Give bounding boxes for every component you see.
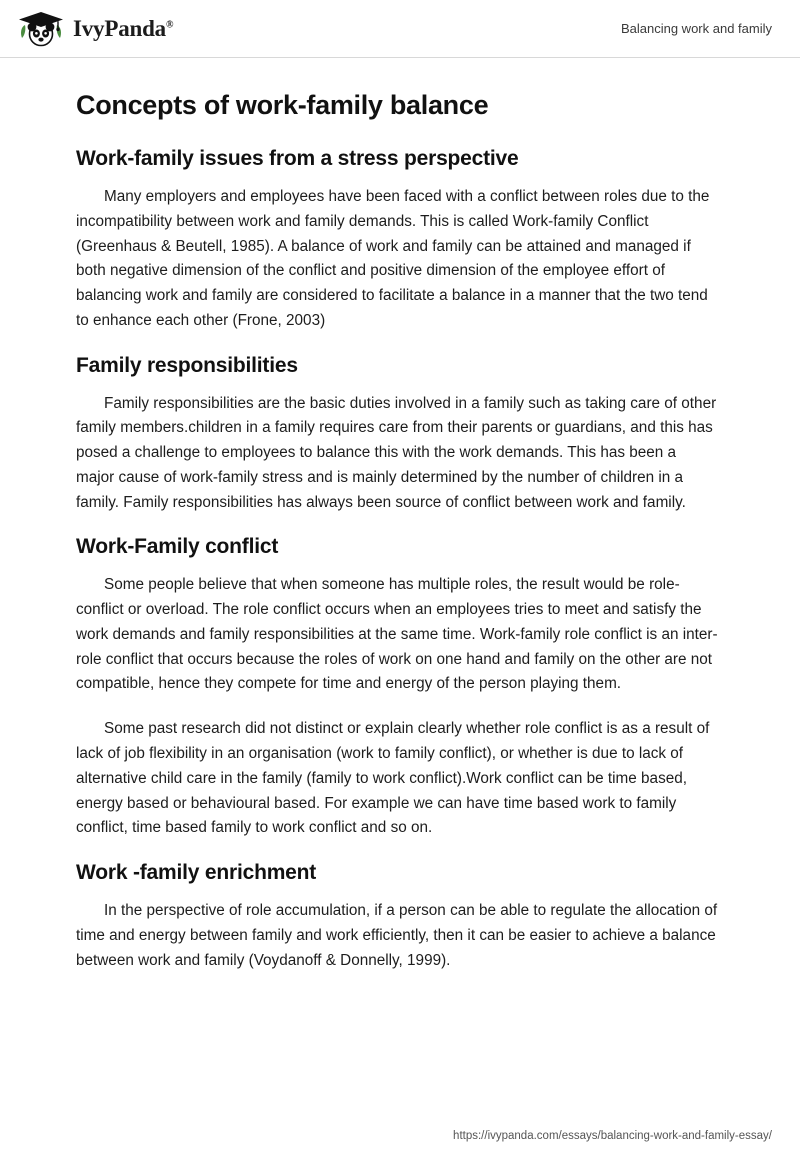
brand-logo-group[interactable]	[18, 9, 173, 49]
header-document-title: Balancing work and family	[620, 21, 772, 36]
page-title: Concepts of work-family balance	[76, 90, 489, 120]
paragraph: Some past research did not distinct or explain clearly whether role conflict is as a result of lack of job flexibility in an organisation (work to family conflict), or whether is due to lack of alternative child care in the family (family to work conflict).Work conflict can be time based, energy based or behavioural based. For example we can have time based work to family conflict, time based family to work conflict and so on.	[76, 720, 710, 837]
footer-source-url[interactable]: https://ivypanda.com/essays/balancing-work-and-family-essay/	[453, 1130, 772, 1142]
page-header	[0, 0, 800, 58]
section-work-family-enrichment	[76, 861, 718, 973]
section-stress-perspective	[76, 147, 718, 334]
section-family-responsibilities	[76, 354, 718, 516]
paragraph: In the perspective of role accumulation, if a person can be able to regulate the allocation of time and energy between family and work efficiently, then it can be easier to achieve a balance between work and family (Voydanoff & Donnelly, 1999).	[76, 902, 718, 969]
brand-name: IvyPanda®	[73, 15, 174, 41]
section-heading: Work -family enrichment	[76, 861, 317, 885]
section-heading: Work-Family conflict	[76, 535, 279, 559]
paragraph: Some people believe that when someone has multiple roles, the result would be role-conflict or overload. The role conflict occurs when an employees tries to meet and satisfy the work demands and family responsibilities at the same time. Work-family role conflict is an inter-role conflict that occurs because the roles of work on one hand and family on the other are not compatible, hence they compete for time and energy of the person playing them.	[76, 576, 718, 693]
document-content	[0, 58, 800, 993]
section-work-family-conflict	[76, 535, 718, 841]
registered-mark: ®	[165, 18, 174, 30]
section-heading: Work-family issues from a stress perspective	[76, 147, 519, 170]
graduation-cap-panda-logo-icon	[18, 9, 64, 49]
paragraph: Many employers and employees have been faced with a conflict between roles due to the incompatibility between work and family demands. This is called Work-family Conflict (Greenhaus & Beutell, 1985). A balance of work and family can be attained and managed if both negative dimension of the conflict and positive dimension of the employee effort of balancing work and family are considered to facilitate a balance in a manner that the two tend to enhance each other (Frone, 2003)	[76, 188, 710, 329]
paragraph: Family responsibilities are the basic duties involved in a family such as taking care of other family members.children in a family requires care from their parents or guardians, and this has posed a challenge to employees to balance this with the work demands. This has been a major cause of work-family stress and is mainly determined by the number of children in a family. Family responsibilities has always been source of conflict between work and family.	[76, 394, 717, 511]
section-heading: Family responsibilities	[76, 353, 298, 377]
